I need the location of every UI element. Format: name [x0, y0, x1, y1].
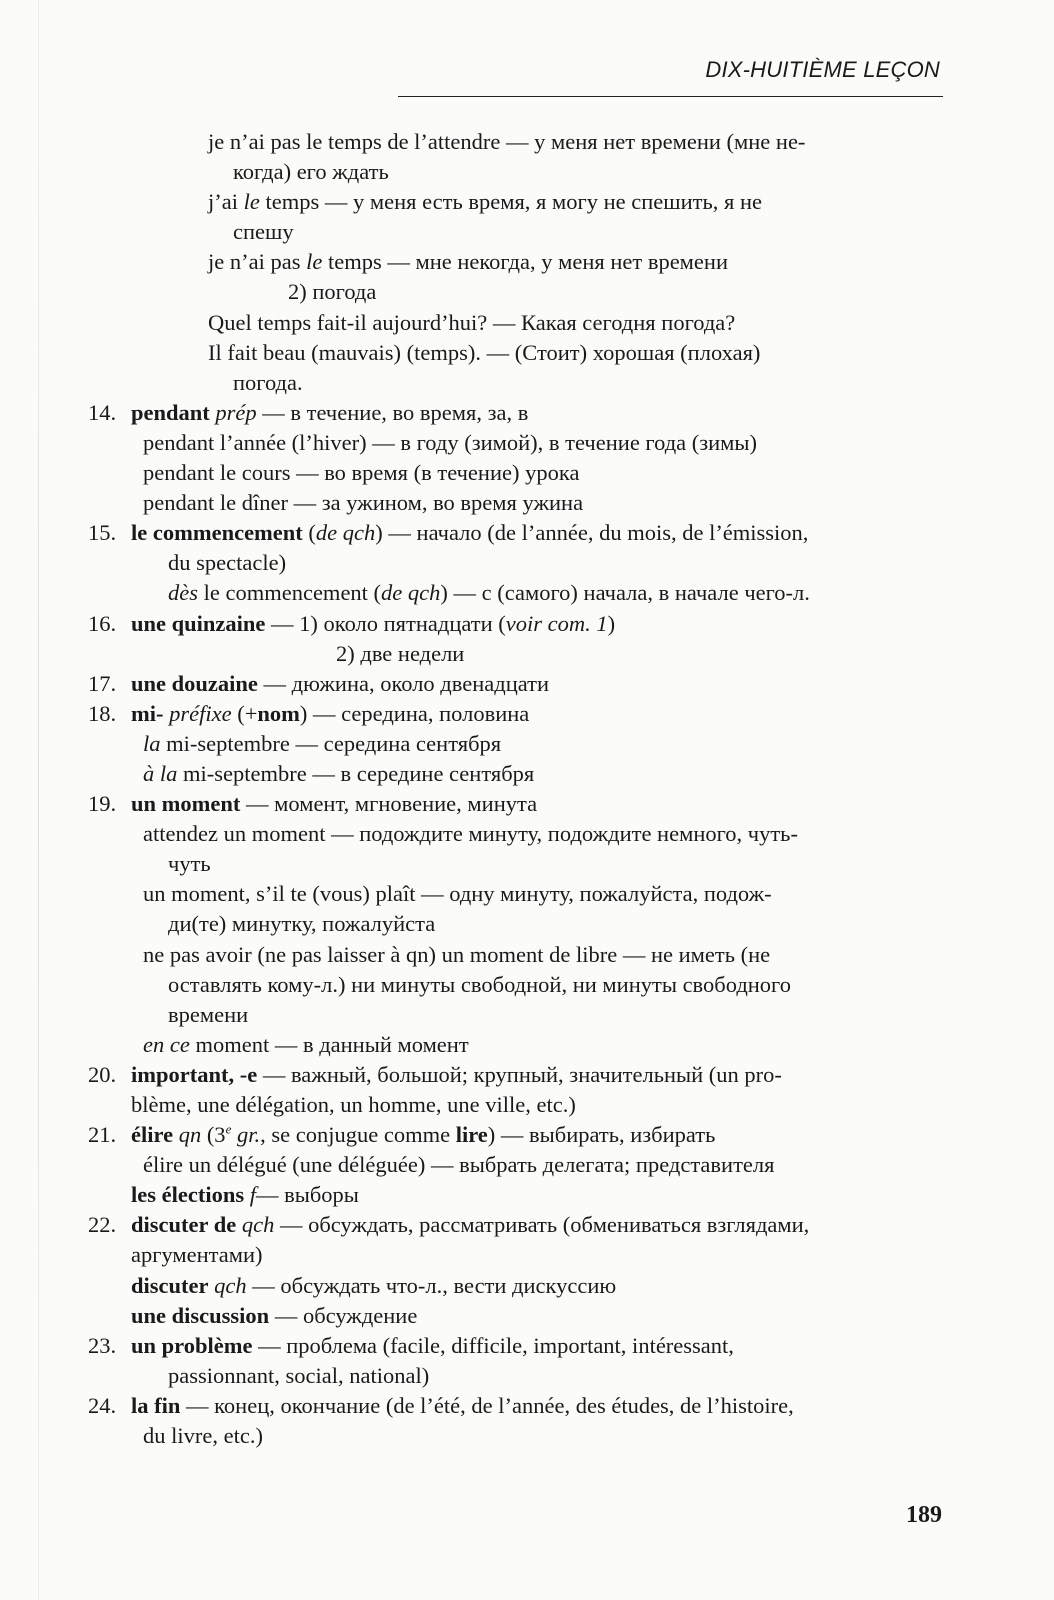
example-line-continued: оставлять кому-л.) ни минуты свободной, ни минуты свободного: [168, 971, 791, 997]
entry-14: 14. pendant prép — в течение, во время, за, в: [88, 398, 943, 428]
example-line: Quel temps fait-il aujourd’hui? — Какая сегодня погода?: [208, 309, 736, 335]
definition-continued: du spectacle): [168, 550, 287, 576]
example-line: élire un délégué (une déléguée) — выбрать делегата; представителя: [143, 1152, 775, 1178]
example-line: la mi-septembre — середина сентября: [143, 730, 502, 756]
example-line: à la mi-septembre — в середине сентября: [143, 760, 535, 786]
headword: un moment: [131, 791, 241, 817]
entry-number: 14.: [88, 399, 117, 425]
entry-number: 23.: [88, 1332, 117, 1358]
example-line: ne pas avoir (ne pas laisser à qn) un moment de libre — не иметь (не: [143, 941, 771, 967]
entry-number: 21.: [88, 1122, 117, 1148]
entry-number: 17.: [88, 670, 117, 696]
headword: le commencement: [131, 520, 303, 546]
example-line-continued: когда) его ждать: [233, 159, 389, 185]
example-line: pendant le dîner — за ужином, во время ужина: [143, 490, 584, 516]
headword: les élections: [131, 1182, 245, 1208]
example-line: dès le commencement (de qch) — с (самого) начала, в начале чего-л.: [168, 580, 810, 606]
headword: la fin: [131, 1392, 181, 1418]
entry-19: 19. un moment — момент, мгновение, минута: [88, 789, 943, 819]
entry-number: 15.: [88, 520, 117, 546]
example-line: en ce moment — в данный момент: [143, 1031, 469, 1057]
entry-16: 16. une quinzaine — 1) около пятнадцати (voir com. 1): [88, 609, 943, 639]
example-line-continued: чуть: [168, 851, 211, 877]
sub-entry: discuter qch — обсуждать что-л., вести дискуссию: [131, 1272, 617, 1298]
example-line-continued: спешу: [233, 219, 294, 245]
definition-continued: passionnant, social, national): [168, 1362, 430, 1388]
entry-number: 24.: [88, 1392, 117, 1418]
headword: élire: [131, 1122, 174, 1148]
example-line-continued: времени: [168, 1001, 249, 1027]
entry-number: 16.: [88, 610, 117, 636]
sense-line: 2) погода: [288, 279, 377, 305]
sense-line: 2) две недели: [336, 640, 465, 666]
entry-18: 18. mi- préfixe (+nom) — середина, половина: [88, 699, 943, 729]
headword: une discussion: [131, 1302, 270, 1328]
headword: discuter: [131, 1272, 209, 1298]
example-line: Il fait beau (mauvais) (temps). — (Стоит) хорошая (плохая): [208, 339, 761, 365]
header-rule: [398, 96, 943, 97]
entry-20: 20. important, -e — важный, большой; крупный, значительный (un pro-: [88, 1060, 943, 1090]
example-line: attendez un moment — подождите минуту, подождите немного, чуть-: [143, 821, 798, 847]
example-line: un moment, s’il te (vous) plaît — одну минуту, пожалуйста, подож-: [143, 881, 772, 907]
example-line: j’ai le temps — у меня есть время, я могу не спешить, я не: [208, 189, 762, 215]
entry-number: 22.: [88, 1212, 117, 1238]
entry-number: 18.: [88, 700, 117, 726]
entry-17: 17. une douzaine — дюжина, около двенадцати: [88, 669, 943, 699]
vocabulary-list: [88, 127, 943, 1451]
headword: discuter de: [131, 1212, 237, 1238]
example-line: pendant le cours — во время (в течение) урока: [143, 460, 580, 486]
entry-number: 19.: [88, 791, 117, 817]
sub-entry: une discussion — обсуждение: [131, 1302, 418, 1328]
definition-continued: du livre, etc.): [143, 1423, 263, 1449]
headword: un problème: [131, 1332, 253, 1358]
example-line: je n’ai pas le temps de l’attendre — у меня нет времени (мне не-: [208, 129, 806, 154]
entry-24: 24. la fin — конец, окончание (de l’été, de l’année, des études, de l’histoire,: [88, 1391, 943, 1421]
definition-continued: blème, une délégation, un homme, une ville, etc.): [131, 1092, 576, 1117]
entry-number: 20.: [88, 1061, 117, 1087]
headword: pendant: [131, 399, 210, 425]
entry-15: 15. le commencement (de qch) — начало (de l’année, du mois, de l’émission,: [88, 518, 943, 548]
entry-23: 23. un problème — проблема (facile, difficile, important, intéressant,: [88, 1331, 943, 1361]
page-number: 189: [906, 1502, 942, 1528]
headword: mi-: [131, 700, 164, 726]
definition-continued: аргументами): [131, 1242, 263, 1268]
headword: une quinzaine: [131, 610, 266, 636]
running-head: DIX-HUITIÈME LEÇON: [705, 57, 940, 82]
sub-entry: les élections f— выборы: [131, 1182, 359, 1208]
entry-21: 21. élire qn (3e gr., se conjugue comme lire) — выбирать, избирать: [88, 1120, 943, 1150]
headword: une douzaine: [131, 670, 258, 696]
page-edge-shadow: [38, 0, 39, 1600]
example-line: je n’ai pas le temps — мне некогда, у меня нет времени: [208, 249, 728, 275]
entry-22: 22. discuter de qch — обсуждать, рассматривать (обмениваться взглядами,: [88, 1210, 943, 1240]
example-line-continued: ди(те) минутку, пожалуйста: [168, 911, 436, 937]
headword: important, -e: [131, 1061, 258, 1087]
example-line-continued: погода.: [233, 369, 303, 395]
example-line: pendant l’année (l’hiver) — в году (зимой), в течение года (зимы): [143, 429, 758, 455]
